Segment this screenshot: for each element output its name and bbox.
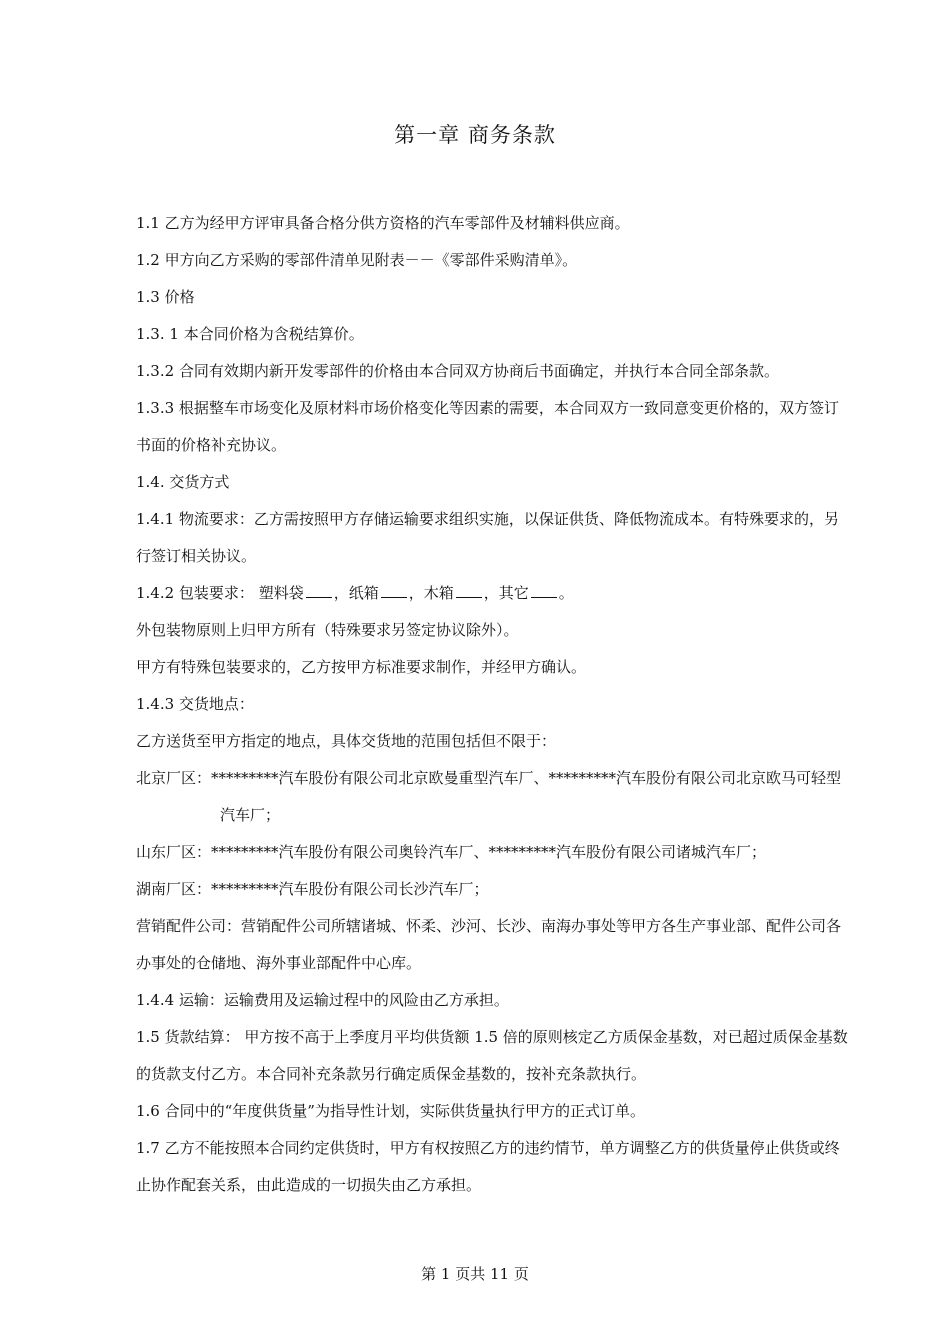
packaging-ownership: 外包装物原则上归甲方所有（特殊要求另签定协议除外）。 [136, 621, 519, 639]
clause-1-4-4: 1.4.4 运输：运输费用及运输过程中的风险由乙方承担。 [136, 991, 509, 1009]
packaging-other: ，其它 [483, 584, 529, 602]
carton-blank [381, 581, 407, 598]
clause-1-3-1: 1.3. 1 本合同价格为含税结算价。 [136, 325, 364, 343]
clause-1-1: 1.1 乙方为经甲方评审具备合格分供方资格的汽车零部件及材辅料供应商。 [136, 214, 630, 232]
plastic-bag-blank [306, 581, 332, 598]
packaging-end: 。 [558, 584, 574, 602]
chapter-title: 第一章 商务条款 [394, 123, 556, 147]
packaging-label: 1.4.2 包装要求： [136, 584, 259, 602]
special-packaging: 甲方有特殊包装要求的，乙方按甲方标准要求制作，并经甲方确认。 [136, 658, 587, 676]
clause-1-3-heading: 1.3 价格 [136, 288, 195, 306]
beijing-plant: 北京厂区：*********汽车股份有限公司北京欧曼重型汽车厂、*********汽车股份有限公司北京欧马可轻型汽车厂； [136, 769, 842, 824]
wooden-box-blank [456, 581, 482, 598]
clause-1-4-2 [136, 575, 852, 612]
clause-1-3-3: 1.3.3 根据整车市场变化及原材料市场价格变化等因素的需要，本合同双方一致同意变更价格的，双方签订书面的价格补充协议。 [136, 399, 839, 454]
hunan-plant: 湖南厂区：*********汽车股份有限公司长沙汽车厂； [136, 880, 489, 898]
clause-1-2: 1.2 甲方向乙方采购的零部件清单见附表－－《零部件采购清单》。 [136, 251, 578, 269]
body-text [136, 205, 852, 1204]
clause-1-4-heading: 1.4. 交货方式 [136, 473, 230, 491]
packaging-plastic-bag: 塑料袋 [258, 584, 304, 602]
other-blank [531, 581, 557, 598]
clause-1-6: 1.6 合同中的“年度供货量”为指导性计划，实际供货量执行甲方的正式订单。 [136, 1102, 645, 1120]
parts-company: 营销配件公司：营销配件公司所辖诸城、怀柔、沙河、长沙、南海办事处等甲方各生产事业部、配件公司各办事处的仓储地、海外事业部配件中心库。 [136, 917, 842, 972]
clause-1-7: 1.7 乙方不能按照本合同约定供货时，甲方有权按照乙方的违约情节，单方调整乙方的供货量停止供货或终止协作配套关系，由此造成的一切损失由乙方承担。 [136, 1139, 840, 1194]
clause-1-3-2: 1.3.2 合同有效期内新开发零部件的价格由本合同双方协商后书面确定，并执行本合同全部条款。 [136, 362, 779, 380]
packaging-wooden-box: ，木箱 [408, 584, 454, 602]
packaging-carton: ，纸箱 [333, 584, 379, 602]
clause-1-4-1: 1.4.1 物流要求：乙方需按照甲方存储运输要求组织实施，以保证供货、降低物流成本。有特殊要求的，另行签订相关协议。 [136, 510, 839, 565]
delivery-scope: 乙方送货至甲方指定的地点，具体交货地的范围包括但不限于： [136, 732, 557, 750]
shandong-plant: 山东厂区：*********汽车股份有限公司奥铃汽车厂、*********汽车股份有限公司诸城汽车厂； [136, 843, 767, 861]
page-number: 第 1 页共 11 页 [421, 1265, 529, 1283]
clause-1-4-3: 1.4.3 交货地点： [136, 695, 254, 713]
clause-1-5: 1.5 货款结算： 甲方按不高于上季度月平均供货额 1.5 倍的原则核定乙方质保金基数，对已超过质保金基数的货款支付乙方。本合同补充条款另行确定质保金基数的，按补充条款执行。 [136, 1028, 848, 1083]
